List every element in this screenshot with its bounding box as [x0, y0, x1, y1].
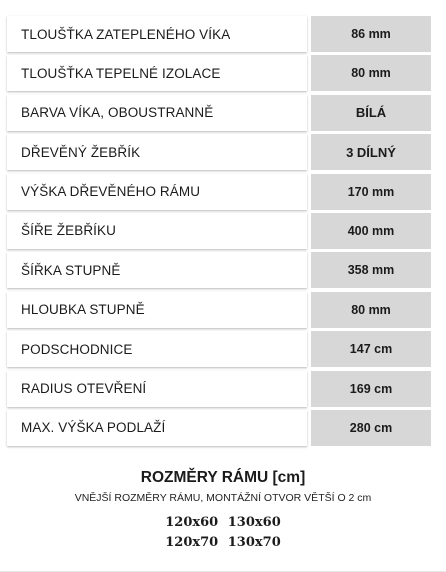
frame-size: 120x70 — [165, 535, 219, 550]
frame-size-row — [0, 533, 446, 553]
spec-label: ŠÍŘE ŽEBŘÍKU — [7, 213, 307, 249]
frame-size-row — [0, 513, 446, 533]
spec-label: BARVA VÍKA, OBOUSTRANNĚ — [7, 95, 307, 131]
spec-row-step-width — [7, 252, 431, 288]
spec-value: 86 mm — [311, 16, 431, 52]
frame-dimensions-subtitle: VNĚJŠÍ ROZMĚRY RÁMU, MONTÁŽNÍ OTVOR VĚTŠÍ O 2 cm — [74, 492, 372, 504]
spec-label: VÝŠKA DŘEVĚNÉHO RÁMU — [7, 174, 307, 210]
spec-value: 169 cm — [311, 371, 431, 407]
spec-row-wooden-ladder — [7, 134, 431, 170]
frame-size-list — [0, 513, 446, 553]
spec-row-step-depth — [7, 292, 431, 328]
spec-row-ladder-width — [7, 213, 431, 249]
spec-value: 400 mm — [311, 213, 431, 249]
spec-label: HLOUBKA STUPNĚ — [7, 292, 307, 328]
spec-table — [7, 16, 431, 449]
spec-row-frame-height — [7, 174, 431, 210]
spec-value: 80 mm — [311, 292, 431, 328]
spec-value: 170 mm — [311, 174, 431, 210]
spec-row-lid-thickness — [7, 16, 431, 52]
frame-dimensions-section — [0, 468, 446, 553]
spec-label: TLOUŠŤKA TEPELNÉ IZOLACE — [7, 55, 307, 91]
spec-label: PODSCHODNICE — [7, 331, 307, 367]
spec-label: RADIUS OTEVŘENÍ — [7, 371, 307, 407]
frame-size: 130x70 — [227, 535, 281, 550]
spec-row-lid-color — [7, 95, 431, 131]
spec-value: 147 cm — [311, 331, 431, 367]
frame-dimensions-title: ROZMĚRY RÁMU [cm] — [140, 469, 306, 486]
frame-size: 120x60 — [165, 515, 219, 530]
spec-row-opening-radius — [7, 371, 431, 407]
spec-value: 80 mm — [311, 55, 431, 91]
spec-value: 358 mm — [311, 252, 431, 288]
spec-row-stringer — [7, 331, 431, 367]
spec-label: TLOUŠŤKA ZATEPLENÉHO VÍKA — [7, 16, 307, 52]
frame-size: 130x60 — [227, 515, 281, 530]
spec-label: MAX. VÝŠKA PODLAŽÍ — [7, 410, 307, 446]
spec-value: BÍLÁ — [311, 95, 431, 131]
spec-value: 3 DÍLNÝ — [311, 134, 431, 170]
spec-row-insulation-thickness — [7, 55, 431, 91]
spec-value: 280 cm — [311, 410, 431, 446]
spec-label: ŠÍŘKA STUPNĚ — [7, 252, 307, 288]
spec-row-max-floor-height — [7, 410, 431, 446]
spec-label: DŘEVĚNÝ ŽEBŘÍK — [7, 134, 307, 170]
